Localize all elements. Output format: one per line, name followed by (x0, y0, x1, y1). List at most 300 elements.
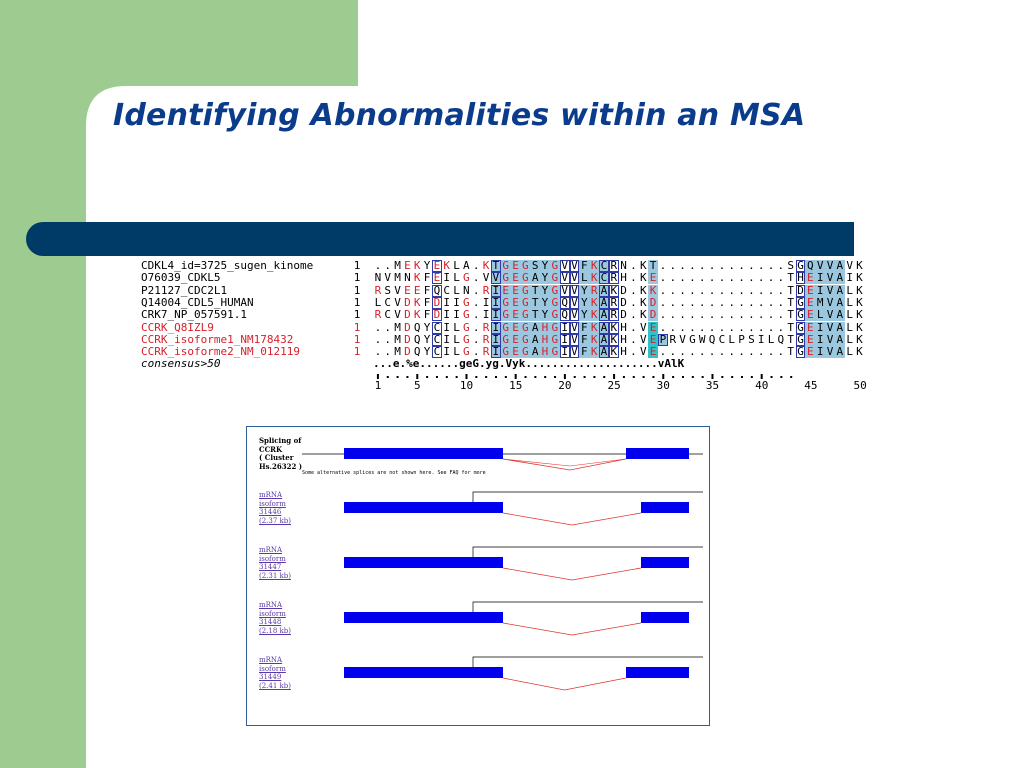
msa-residue: G (502, 320, 509, 334)
msa-residue: . (767, 295, 775, 309)
msa-residue: A (531, 332, 539, 346)
isoform-exon-1 (344, 612, 503, 623)
msa-residues (373, 332, 863, 346)
msa-residue: A (836, 320, 844, 334)
isoform-link-31447[interactable] (259, 546, 291, 580)
msa-residue: T (787, 332, 794, 346)
msa-residue: . (777, 271, 785, 285)
msa-residue: G (502, 271, 509, 285)
msa-residue: . (718, 320, 726, 334)
msa-residue: . (679, 295, 686, 309)
msa-start-position: 1 (353, 320, 361, 334)
msa-residue: . (630, 271, 637, 285)
msa-residue: V (482, 271, 490, 285)
msa-residue: K (856, 259, 863, 272)
msa-scale-label: 15 (509, 379, 523, 392)
msa-residue: L (453, 332, 460, 346)
msa-residue: R (482, 345, 490, 359)
msa-residue: Y (541, 308, 549, 322)
msa-tick (505, 376, 507, 378)
msa-residue: . (777, 320, 785, 334)
msa-residue: K (590, 332, 598, 346)
cluster-exon-1 (344, 448, 503, 459)
msa-residue: . (472, 308, 480, 322)
msa-residue: T (787, 295, 794, 309)
msa-residue: . (698, 271, 706, 285)
msa-scale-label: 5 (413, 379, 421, 392)
msa-scale-label: 30 (656, 379, 670, 392)
msa-start-position: 1 (353, 345, 361, 359)
msa-residue: V (394, 308, 401, 322)
msa-residue: . (659, 345, 667, 359)
msa-residue: . (669, 320, 677, 334)
msa-tick (623, 376, 625, 378)
msa-residue: L (374, 295, 382, 309)
msa-tick (387, 376, 389, 378)
msa-residue: V (571, 345, 578, 359)
msa-residue: V (826, 308, 834, 322)
msa-residue: H (620, 345, 627, 359)
msa-residue: V (571, 320, 578, 334)
msa-residue: . (698, 320, 706, 334)
msa-residue: V (826, 345, 834, 359)
msa-sequence-name: CRK7_NP_057591.1 (141, 308, 247, 322)
msa-residue: . (777, 259, 785, 272)
msa-residue: . (698, 345, 706, 359)
msa-residue: . (708, 345, 716, 359)
msa-residue: A (836, 345, 844, 359)
msa-residues: ...e.%e......geG.yg.Vyk....................vAlK (373, 357, 685, 371)
msa-residue: L (846, 295, 853, 309)
msa-residue: C (433, 332, 441, 346)
msa-tick (721, 376, 723, 378)
msa-residue: . (374, 332, 382, 346)
msa-residue: K (610, 320, 618, 334)
msa-tick (406, 376, 408, 378)
msa-residue: . (728, 295, 736, 309)
msa-residue: . (384, 320, 392, 334)
msa-tick (672, 376, 674, 378)
msa-residue: . (718, 259, 726, 272)
msa-residue: . (708, 259, 716, 272)
msa-tick (603, 376, 605, 378)
msa-residue: . (384, 259, 392, 272)
msa-residue: I (816, 320, 824, 334)
msa-residue: K (413, 308, 421, 322)
msa-residue: L (767, 332, 775, 346)
msa-residue: V (571, 308, 578, 322)
msa-residue: R (374, 283, 382, 297)
msa-residue: L (728, 332, 736, 346)
isoform-link-line: 31446 (259, 508, 282, 517)
msa-residue: . (738, 345, 745, 359)
msa-residue: I (561, 332, 568, 346)
msa-residue: G (797, 259, 804, 272)
msa-residue: V (561, 259, 568, 272)
msa-residue: . (728, 259, 736, 272)
msa-residue: V (826, 332, 834, 346)
msa-residue: A (531, 345, 539, 359)
isoform-link-31449[interactable] (259, 656, 291, 690)
msa-residue: . (659, 259, 667, 272)
msa-residue: E (413, 283, 421, 297)
msa-residue: I (492, 332, 500, 346)
msa-residue: . (728, 283, 736, 297)
msa-residue: . (384, 345, 392, 359)
isoform-link-31448[interactable] (259, 601, 291, 635)
msa-residue: . (767, 259, 775, 272)
msa-residue: R (610, 295, 618, 309)
msa-residue: I (816, 345, 824, 359)
msa-tick (475, 376, 477, 378)
msa-residue: E (807, 320, 814, 334)
msa-residues (373, 345, 863, 359)
msa-residue: F (423, 308, 431, 322)
msa-start-position: 1 (353, 271, 361, 285)
msa-residue: . (659, 283, 667, 297)
msa-residues (373, 271, 863, 285)
msa-residue: I (443, 345, 451, 359)
isoform-link-line: mRNA (259, 601, 283, 609)
msa-residue: I (816, 332, 824, 346)
isoform-exon-2 (626, 667, 689, 678)
msa-sequence-name: CDKL4_id=3725_sugen_kinome (141, 259, 314, 272)
msa-residue: H (541, 345, 549, 359)
msa-residue: . (630, 295, 637, 309)
msa-residue: Q (708, 332, 716, 346)
msa-residue: G (502, 345, 509, 359)
msa-tick (456, 376, 458, 378)
msa-residue: . (689, 295, 696, 309)
msa-residue: I (492, 283, 500, 297)
msa-residue: K (590, 345, 598, 359)
msa-residue: . (718, 271, 726, 285)
msa-residue: . (630, 283, 637, 297)
msa-residue: I (561, 345, 568, 359)
splicing-title-line: CCRK (259, 444, 283, 454)
msa-residue: E (807, 295, 814, 309)
msa-residue: C (600, 259, 608, 272)
msa-residue: . (738, 271, 745, 285)
msa-residue: . (718, 295, 726, 309)
msa-residue: S (748, 332, 755, 346)
isoform-link-line: isoform (259, 609, 286, 618)
msa-residue: A (836, 332, 844, 346)
msa-residue: M (394, 259, 401, 272)
msa-residue: V (492, 271, 500, 285)
msa-residue: . (659, 320, 667, 334)
msa-residue: I (757, 332, 765, 346)
msa-residue: D (649, 308, 657, 322)
msa-residue: D (620, 308, 627, 322)
msa-residue: . (738, 320, 745, 334)
msa-residue: V (826, 259, 834, 272)
isoform-link-line: mRNA (259, 546, 283, 554)
msa-residue: E (807, 271, 814, 285)
msa-residue: A (600, 332, 608, 346)
msa-residue: I (453, 308, 460, 322)
msa-residue: V (679, 332, 686, 346)
msa-residue: H (541, 320, 549, 334)
msa-residue: V (571, 283, 578, 297)
msa-residue: . (679, 259, 686, 272)
msa-residue: . (738, 295, 745, 309)
msa-residue: . (689, 308, 696, 322)
msa-residue: F (423, 295, 431, 309)
msa-residue: V (639, 320, 647, 334)
msa-residue: E (433, 271, 441, 285)
msa-residue: . (757, 259, 765, 272)
msa-residue: . (689, 271, 696, 285)
msa-residue: L (816, 308, 824, 322)
msa-residue: . (679, 320, 686, 334)
msa-residue: H (797, 271, 804, 285)
msa-residue: . (757, 271, 765, 285)
msa-residue: D (404, 308, 411, 322)
msa-residue: . (472, 271, 480, 285)
msa-residue: A (600, 320, 608, 334)
msa-residue: . (708, 295, 716, 309)
msa-residue: A (600, 345, 608, 359)
msa-residue: D (404, 332, 411, 346)
msa-residue: . (679, 308, 686, 322)
msa-tick (643, 376, 645, 378)
msa-residue: L (846, 320, 853, 334)
msa-residue: H (620, 271, 627, 285)
msa-residue: E (649, 271, 657, 285)
msa-residue: . (767, 308, 775, 322)
msa-residue: . (630, 320, 637, 334)
msa-residue: E (404, 283, 411, 297)
msa-tick (446, 376, 448, 378)
msa-residue: K (856, 345, 863, 359)
msa-tick (771, 376, 773, 378)
msa-residue: . (472, 283, 480, 297)
msa-residue: K (639, 271, 647, 285)
msa-residue: . (738, 283, 745, 297)
msa-tick (574, 376, 576, 378)
msa-residue: E (512, 259, 519, 272)
msa-residue: T (531, 308, 539, 322)
msa-tick (485, 376, 487, 378)
msa-residue: C (718, 332, 726, 346)
navy-bar-right (838, 222, 854, 256)
msa-residue: . (659, 308, 667, 322)
msa-residue: I (492, 295, 500, 309)
msa-residue: E (512, 308, 519, 322)
msa-sequence-name: P21127_CDC2L1 (141, 283, 228, 297)
msa-residue: W (698, 332, 706, 346)
msa-residue: K (413, 271, 421, 285)
msa-residue: . (777, 345, 785, 359)
msa-residues (373, 295, 863, 309)
msa-residue: . (659, 295, 667, 309)
msa-residue: . (728, 271, 736, 285)
msa-residue: R (610, 308, 618, 322)
msa-residue: T (649, 259, 657, 272)
msa-residue: E (512, 345, 519, 359)
msa-residue: Q (807, 259, 814, 272)
msa-residue: V (571, 271, 578, 285)
msa-residue: N (620, 259, 627, 272)
msa-residue: Q (413, 332, 421, 346)
msa-residue: . (748, 308, 755, 322)
msa-residue: A (531, 320, 539, 334)
msa-residue: L (453, 271, 460, 285)
msa-residue: G (522, 320, 529, 334)
msa-residue: R (482, 320, 490, 334)
msa-residue: K (482, 259, 490, 272)
isoform-intron-line (503, 568, 641, 580)
msa-residue: C (433, 320, 441, 334)
msa-residue: V (571, 332, 578, 346)
msa-residue: G (551, 295, 559, 309)
msa-sequence-name: CCRK_Q8IZL9 (141, 320, 214, 334)
msa-residue: D (404, 345, 411, 359)
isoform-exon-2 (641, 502, 689, 513)
splicing-title-line: Hs.26322 ) (259, 461, 303, 471)
isoform-link-31446[interactable] (259, 491, 291, 525)
msa-residue: M (394, 345, 401, 359)
msa-residue: L (846, 332, 853, 346)
msa-residue: D (404, 295, 411, 309)
msa-residue: H (620, 332, 627, 346)
msa-residue: I (492, 320, 500, 334)
msa-residue: . (728, 320, 736, 334)
msa-residues (373, 259, 863, 272)
msa-residue: K (590, 295, 598, 309)
msa-residue: . (669, 295, 677, 309)
msa-residue: . (748, 295, 755, 309)
msa-residue: G (522, 308, 529, 322)
msa-residue: L (453, 283, 460, 297)
isoform-link-line: (2.31 kb) (259, 571, 291, 580)
msa-residue: I (443, 332, 451, 346)
msa-residue: Y (541, 295, 549, 309)
msa-residue: . (777, 295, 785, 309)
msa-tick (426, 376, 428, 378)
msa-residue: K (590, 259, 598, 272)
msa-residue: K (639, 283, 647, 297)
msa-residue: E (807, 308, 814, 322)
msa-residue: . (698, 283, 706, 297)
msa-residue: F (423, 283, 431, 297)
msa-residue: M (394, 320, 401, 334)
msa-residue: V (826, 271, 834, 285)
isoform-intron-line (503, 623, 641, 635)
msa-residue: E (512, 271, 519, 285)
msa-residue: . (708, 271, 716, 285)
msa-residue: I (443, 271, 451, 285)
msa-residue: . (374, 345, 382, 359)
msa-residue: E (502, 283, 509, 297)
msa-residue: I (492, 308, 500, 322)
msa-position-scale (373, 379, 867, 393)
msa-residue: F (580, 345, 588, 359)
isoform-link-line: (2.41 kb) (259, 681, 291, 690)
msa-residue: D (404, 320, 411, 334)
msa-residue: K (856, 308, 863, 322)
msa-tick (682, 376, 684, 378)
msa-residue: Q (777, 332, 785, 346)
msa-residue: Y (580, 308, 588, 322)
msa-residue: C (384, 308, 392, 322)
msa-residue: Q (413, 320, 421, 334)
msa-tick (436, 376, 438, 378)
msa-residue: . (669, 345, 677, 359)
msa-residue: . (757, 295, 765, 309)
msa-residue: T (531, 283, 539, 297)
msa-residue: L (846, 345, 853, 359)
msa-tick (731, 376, 733, 378)
msa-residue: F (580, 320, 588, 334)
msa-residue: . (748, 283, 755, 297)
msa-residue: K (413, 259, 421, 272)
msa-residue: F (423, 271, 431, 285)
msa-residue: G (797, 308, 804, 322)
isoform-exon-1 (344, 667, 503, 678)
msa-residue: H (620, 320, 627, 334)
msa-residue: . (669, 271, 677, 285)
msa-residue: N (374, 271, 382, 285)
msa-sequence-name: consensus>50 (141, 357, 221, 371)
msa-residue: . (708, 283, 716, 297)
msa-residue: G (797, 320, 804, 334)
msa-residue: . (757, 308, 765, 322)
msa-residue: A (836, 271, 844, 285)
msa-residue: T (787, 345, 794, 359)
msa-sequence-name: CCRK_isoforme2_NM_012119 (141, 345, 300, 359)
isoform-link-line: mRNA (259, 491, 283, 499)
msa-residue: . (708, 320, 716, 334)
msa-residue: F (580, 332, 588, 346)
msa-residue: G (551, 283, 559, 297)
cluster-exon-2 (626, 448, 689, 459)
msa-residue: G (463, 332, 470, 346)
splicing-note: Some alternative splices are not shown here. See FAQ for more (302, 470, 486, 476)
msa-residue: G (463, 320, 470, 334)
msa-residue: T (787, 320, 794, 334)
msa-residue: . (757, 320, 765, 334)
msa-start-position: 1 (353, 283, 361, 297)
msa-residue: Q (413, 345, 421, 359)
msa-residue: . (374, 320, 382, 334)
msa-start-position: 1 (353, 308, 361, 322)
msa-residue: V (394, 283, 401, 297)
msa-residue: I (443, 320, 451, 334)
msa-residue: R (610, 271, 618, 285)
msa-residue: . (767, 320, 775, 334)
msa-residue: L (453, 320, 460, 334)
msa-residue: C (433, 345, 441, 359)
splicing-title-line: ( Cluster (259, 453, 294, 463)
splicing-title-line: Splicing of (259, 436, 302, 445)
msa-residue: K (856, 283, 863, 297)
msa-residue: . (748, 271, 755, 285)
msa-residue: T (492, 259, 500, 272)
msa-residue: I (443, 308, 451, 322)
msa-residues (373, 283, 863, 297)
msa-residue: . (757, 283, 765, 297)
msa-residue: G (551, 320, 559, 334)
msa-residue: C (600, 271, 608, 285)
msa-residue: A (531, 271, 539, 285)
msa-residue: M (394, 332, 401, 346)
msa-residue: L (846, 308, 853, 322)
msa-residue: . (374, 259, 382, 272)
msa-residue: M (816, 295, 824, 309)
msa-residue: K (639, 308, 647, 322)
